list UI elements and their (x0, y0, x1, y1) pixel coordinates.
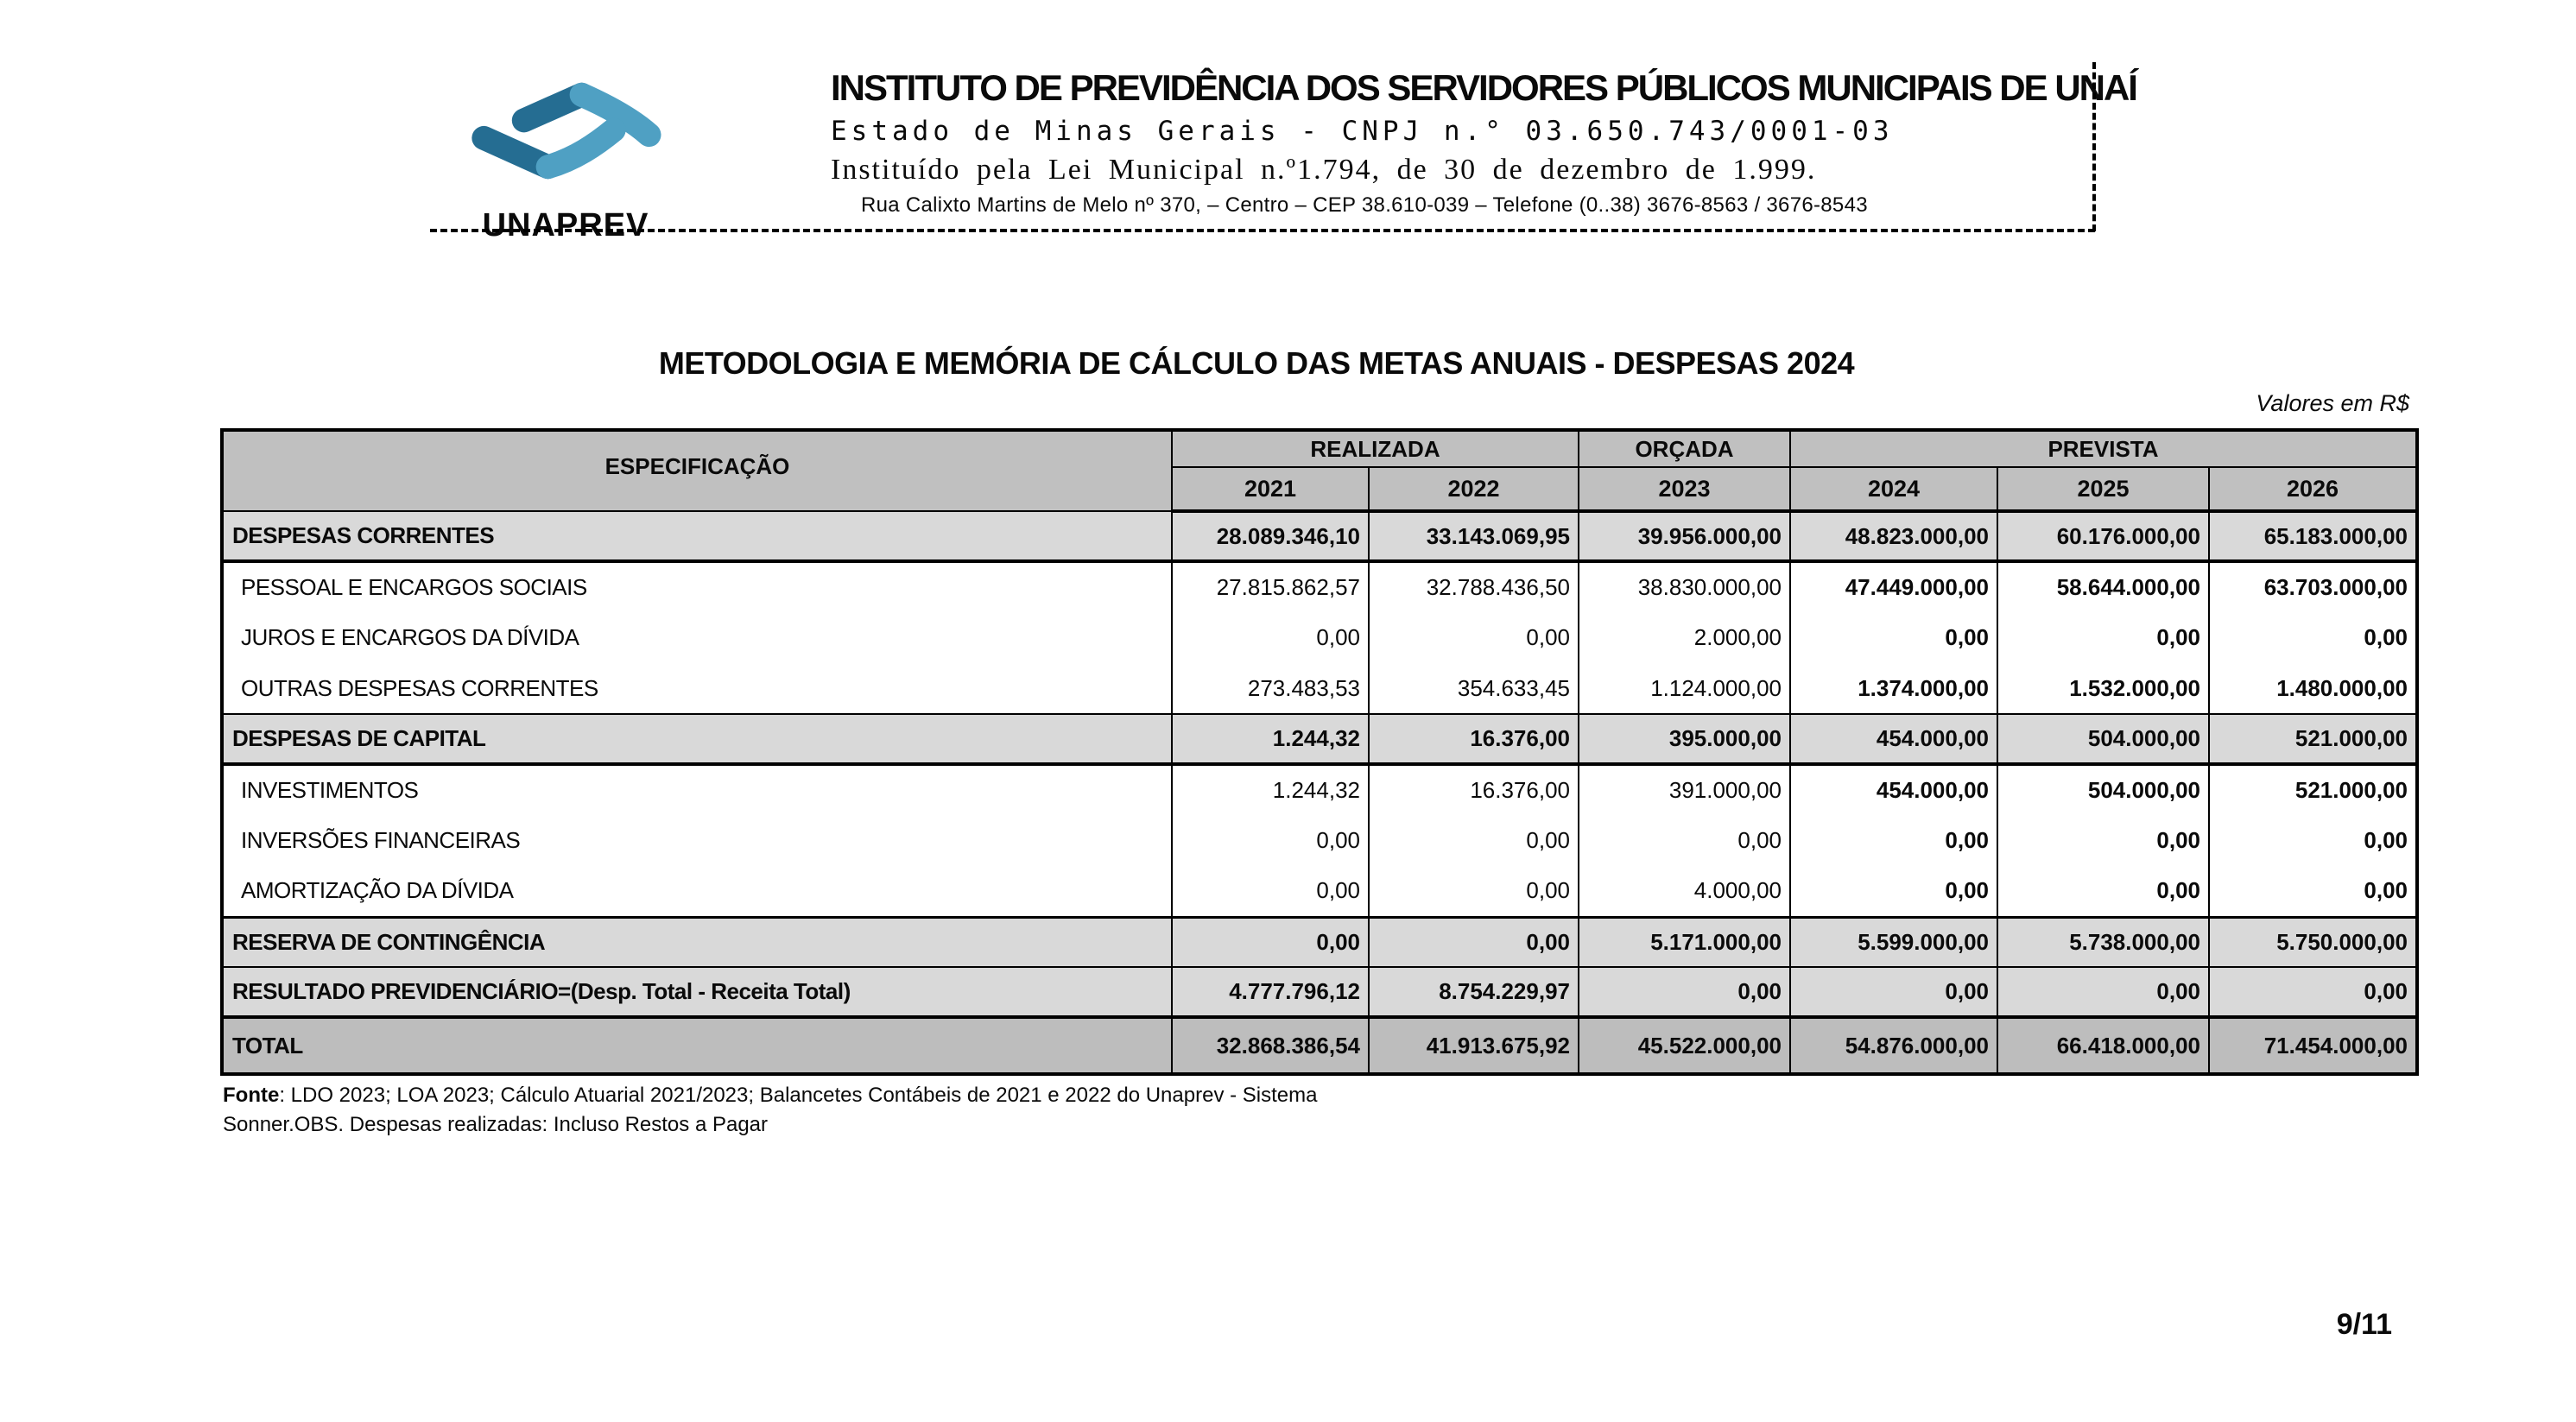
cell-2022: 41.913.675,92 (1369, 1017, 1579, 1074)
cell-2026: 0,00 (2209, 866, 2417, 917)
col-header-2026: 2026 (2209, 467, 2417, 511)
cell-2021: 4.777.796,12 (1172, 967, 1369, 1017)
source-line-2: Sonner.OBS. Despesas realizadas: Incluso Restos a Pagar (223, 1113, 769, 1136)
cell-2025: 504.000,00 (1997, 764, 2209, 815)
cell-2023: 395.000,00 (1579, 714, 1790, 764)
table-row-pessoal (222, 561, 2417, 612)
expenses-table (220, 428, 2419, 1076)
table-row-despesas-correntes (222, 511, 2417, 561)
row-label: TOTAL (222, 1017, 1172, 1074)
cell-2025: 5.738.000,00 (1997, 917, 2209, 967)
cell-2025: 0,00 (1997, 967, 2209, 1017)
cell-2023: 1.124.000,00 (1579, 663, 1790, 714)
address-line: Rua Calixto Martins de Melo nº 370, – Centro – CEP 38.610-039 – Telefone (0..38) 3676-8563 / 3676-8543 (861, 193, 1868, 217)
cell-2026: 0,00 (2209, 815, 2417, 866)
cell-2021: 273.483,53 (1172, 663, 1369, 714)
source-text: : LDO 2023; LOA 2023; Cálculo Atuarial 2021/2023; Balancetes Contábeis de 2021 e 2022 do Unaprev - Sistema (279, 1084, 1318, 1107)
law-line: Instituído pela Lei Municipal n.º1.794, de 30 de dezembro de 1.999. (831, 154, 1817, 186)
cell-2023: 0,00 (1579, 815, 1790, 866)
col-header-especificacao: ESPECIFICAÇÃO (222, 430, 1172, 511)
cell-2023: 2.000,00 (1579, 612, 1790, 663)
cell-2022: 354.633,45 (1369, 663, 1579, 714)
cell-2024: 48.823.000,00 (1790, 511, 1997, 561)
table-row-amortizacao (222, 866, 2417, 917)
table-row-reserva-contingencia (222, 917, 2417, 967)
row-label: DESPESAS DE CAPITAL (222, 714, 1172, 764)
cell-2023: 4.000,00 (1579, 866, 1790, 917)
cell-2021: 0,00 (1172, 612, 1369, 663)
cell-2022: 33.143.069,95 (1369, 511, 1579, 561)
row-label: INVESTIMENTOS (222, 764, 1172, 815)
cell-2022: 0,00 (1369, 866, 1579, 917)
cell-2024: 454.000,00 (1790, 714, 1997, 764)
cell-2022: 16.376,00 (1369, 764, 1579, 815)
col-header-2025: 2025 (1997, 467, 2209, 511)
row-label: PESSOAL E ENCARGOS SOCIAIS (222, 561, 1172, 612)
table-row-despesas-capital (222, 714, 2417, 764)
cell-2026: 65.183.000,00 (2209, 511, 2417, 561)
cell-2026: 1.480.000,00 (2209, 663, 2417, 714)
currency-note: Valores em R$ (2256, 390, 2409, 416)
table-row-outras-despesas (222, 663, 2417, 714)
cell-2024: 454.000,00 (1790, 764, 1997, 815)
letterhead-right-border (2092, 62, 2096, 231)
page-number: 9/11 (2336, 1308, 2392, 1341)
cell-2025: 0,00 (1997, 866, 2209, 917)
cell-2025: 1.532.000,00 (1997, 663, 2209, 714)
col-header-2023: 2023 (1579, 467, 1790, 511)
cell-2021: 0,00 (1172, 815, 1369, 866)
cell-2026: 5.750.000,00 (2209, 917, 2417, 967)
table-row-investimentos (222, 764, 2417, 815)
cell-2023: 0,00 (1579, 967, 1790, 1017)
cell-2024: 5.599.000,00 (1790, 917, 1997, 967)
cell-2021: 27.815.862,57 (1172, 561, 1369, 612)
row-label: INVERSÕES FINANCEIRAS (222, 815, 1172, 866)
unaprev-logo-icon (453, 59, 678, 214)
cell-2021: 1.244,32 (1172, 714, 1369, 764)
col-header-2021: 2021 (1172, 467, 1369, 511)
cell-2021: 28.089.346,10 (1172, 511, 1369, 561)
source-note (223, 1081, 1734, 1140)
cell-2024: 0,00 (1790, 612, 1997, 663)
cell-2024: 0,00 (1790, 967, 1997, 1017)
cell-2023: 45.522.000,00 (1579, 1017, 1790, 1074)
cell-2022: 8.754.229,97 (1369, 967, 1579, 1017)
cell-2025: 58.644.000,00 (1997, 561, 2209, 612)
cell-2024: 0,00 (1790, 815, 1997, 866)
table-row-total (222, 1017, 2417, 1074)
page-title: METODOLOGIA E MEMÓRIA DE CÁLCULO DAS METAS ANUAIS - DESPESAS 2024 (658, 345, 1855, 381)
cell-2025: 504.000,00 (1997, 714, 2209, 764)
cell-2021: 0,00 (1172, 866, 1369, 917)
row-label: AMORTIZAÇÃO DA DÍVIDA (222, 866, 1172, 917)
row-label: RESULTADO PREVIDENCIÁRIO=(Desp. Total - Receita Total) (222, 967, 1172, 1017)
cell-2024: 54.876.000,00 (1790, 1017, 1997, 1074)
cell-2022: 0,00 (1369, 917, 1579, 967)
cell-2026: 63.703.000,00 (2209, 561, 2417, 612)
state-cnpj-line: Estado de Minas Gerais - CNPJ n.° 03.650.743/0001-03 (831, 116, 1894, 147)
cell-2023: 38.830.000,00 (1579, 561, 1790, 612)
cell-2023: 5.171.000,00 (1579, 917, 1790, 967)
cell-2022: 0,00 (1369, 612, 1579, 663)
logo-text: UNAPREV (482, 207, 649, 243)
cell-2021: 32.868.386,54 (1172, 1017, 1369, 1074)
row-label: RESERVA DE CONTINGÊNCIA (222, 917, 1172, 967)
cell-2025: 66.418.000,00 (1997, 1017, 2209, 1074)
col-header-2022: 2022 (1369, 467, 1579, 511)
cell-2024: 47.449.000,00 (1790, 561, 1997, 612)
cell-2025: 0,00 (1997, 815, 2209, 866)
cell-2025: 0,00 (1997, 612, 2209, 663)
cell-2022: 0,00 (1369, 815, 1579, 866)
cell-2026: 0,00 (2209, 612, 2417, 663)
row-label: JUROS E ENCARGOS DA DÍVIDA (222, 612, 1172, 663)
cell-2023: 39.956.000,00 (1579, 511, 1790, 561)
cell-2025: 60.176.000,00 (1997, 511, 2209, 561)
cell-2026: 0,00 (2209, 967, 2417, 1017)
cell-2026: 521.000,00 (2209, 714, 2417, 764)
group-header-realizada: REALIZADA (1172, 430, 1579, 467)
group-header-prevista: PREVISTA (1790, 430, 2417, 467)
cell-2021: 1.244,32 (1172, 764, 1369, 815)
cell-2026: 521.000,00 (2209, 764, 2417, 815)
table-row-juros (222, 612, 2417, 663)
source-line-1 (223, 1081, 1734, 1110)
letterhead-divider (430, 229, 2095, 232)
cell-2022: 32.788.436,50 (1369, 561, 1579, 612)
table-group-header-row (222, 430, 2417, 467)
table-row-inversoes (222, 815, 2417, 866)
row-label: DESPESAS CORRENTES (222, 511, 1172, 561)
cell-2022: 16.376,00 (1369, 714, 1579, 764)
institution-name: INSTITUTO DE PREVIDÊNCIA DOS SERVIDORES PÚBLICOS MUNICIPAIS DE UNAÍ (831, 67, 2136, 108)
cell-2024: 0,00 (1790, 866, 1997, 917)
cell-2024: 1.374.000,00 (1790, 663, 1997, 714)
group-header-orcada: ORÇADA (1579, 430, 1790, 467)
col-header-2024: 2024 (1790, 467, 1997, 511)
cell-2023: 391.000,00 (1579, 764, 1790, 815)
table-row-resultado-previdenciario (222, 967, 2417, 1017)
cell-2021: 0,00 (1172, 917, 1369, 967)
row-label: OUTRAS DESPESAS CORRENTES (222, 663, 1172, 714)
cell-2026: 71.454.000,00 (2209, 1017, 2417, 1074)
source-label: Fonte (223, 1084, 280, 1107)
unaprev-logo (453, 59, 678, 214)
